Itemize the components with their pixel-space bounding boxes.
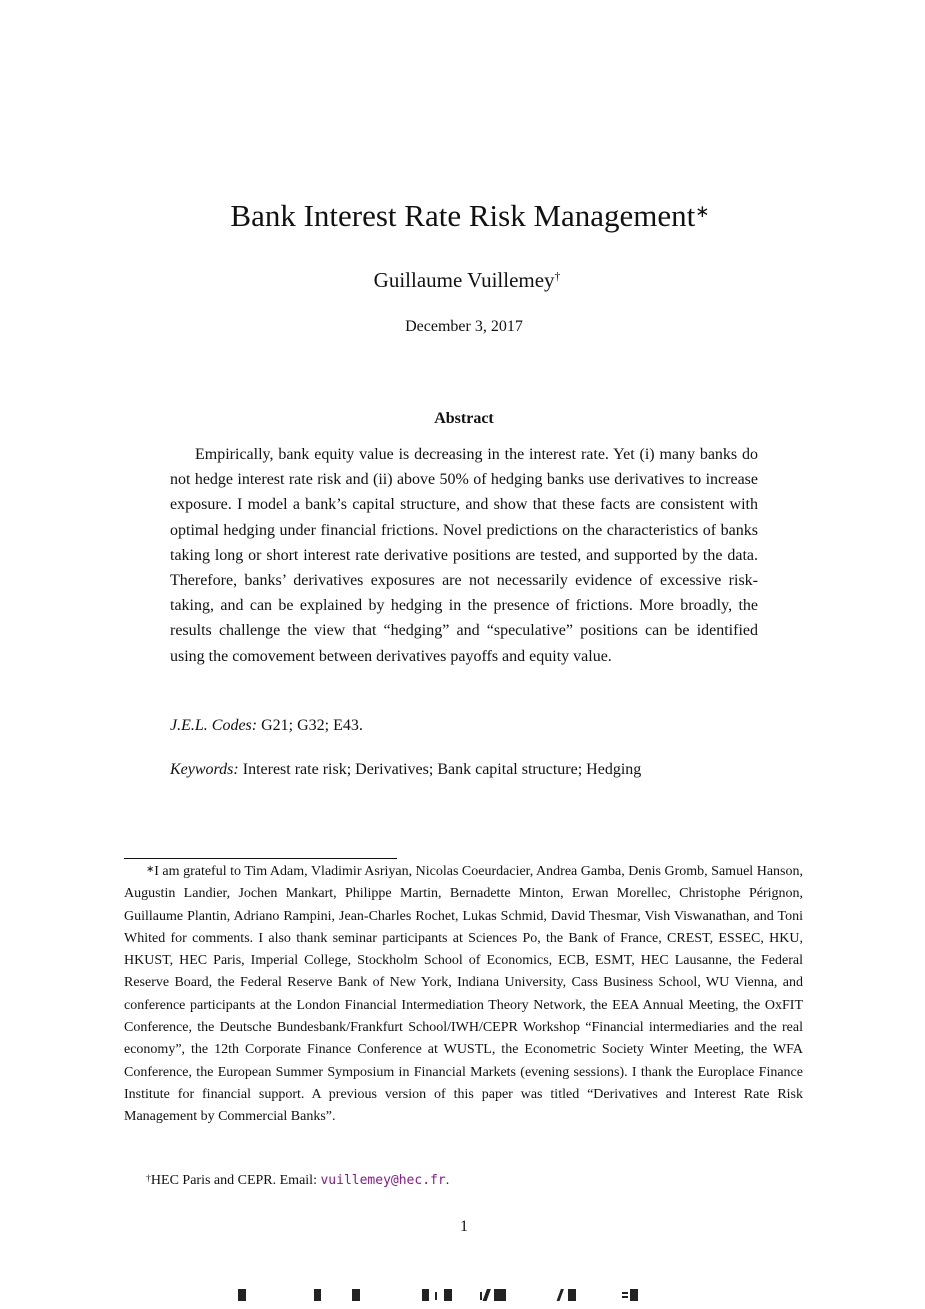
author-name — [0, 266, 925, 294]
footnote-text-2: HEC Paris and CEPR. Email: — [150, 1173, 321, 1188]
download-watermark-image — [236, 1286, 656, 1304]
footnote-text-1: I am grateful to Tim Adam, Vladimir Asriyan, Nicolas Coeurdacier, Andrea Gamba, Denis Gromb, Samuel Hanson, Augustin Landier, Jochen Mankart, Philippe Martin, Bernadette Minton, Erwan Morellec, Christophe Pérignon, Guillaume Plantin, Adriano Rampini, Jean-Charles Rochet, Lukas Schmid, David Thesmar, Vish Viswanathan, and Toni Whited for comments. I also thank seminar participants at Sciences Po, the Bank of France, CREST, ESSEC, HKU, HKUST, HEC Paris, Imperial College, Stockholm School of Economics, ECB, ESMT, HEC Lausanne, the Federal Reserve Board, the Federal Reserve Bank of New York, Indiana University, Cass Business School, WU Vienna, and conference participants at the London Financial Intermediation Theory Network, the EEA Annual Meeting, the OxFIT Conference, the Deutsche Bundesbank/Frankfurt School/IWH/CEPR Workshop “Financial intermediaries and the real economy”, the 12th Corporate Finance Conference at WUSTL, the Econometric Society Winter Meeting, the WFA Conference, the European Summer Symposium in Financial Markets (evening sessions). I thank the Europlace Finance Institute for financial support. A previous version of this paper was titled “Derivatives and Interest Rate Risk Management by Commercial Banks”. — [124, 864, 803, 1125]
keywords-label: Keywords: — [170, 761, 239, 778]
footnote-end-2: . — [445, 1173, 450, 1188]
abstract-heading: Abstract — [434, 410, 494, 427]
footnote-rule — [124, 858, 397, 859]
paper-title — [0, 196, 925, 236]
paper-title-text: Bank Interest Rate Risk Management — [230, 198, 696, 233]
keywords — [170, 759, 641, 781]
title-footnote-mark: ∗ — [695, 201, 710, 221]
paper-date: December 3, 2017 — [405, 318, 523, 335]
jel-codes — [170, 715, 363, 737]
jel-value: G21; G32; E43. — [261, 717, 363, 734]
jel-label: J.E.L. Codes: — [170, 717, 258, 734]
page-number: 1 — [460, 1218, 468, 1235]
keywords-value: Interest rate risk; Derivatives; Bank capital structure; Hedging — [242, 761, 642, 778]
footnote-mark-1: ∗ — [146, 864, 155, 876]
abstract-text: Empirically, bank equity value is decreasing in the interest rate. Yet (i) many banks do not hedge interest rate risk and (ii) above 50% of hedging banks use derivatives to increase exposure. I model a bank’s capital structure, and show that these facts are consistent with optimal hedging under financial frictions. Novel predictions on the characteristics of banks taking long or short interest rate derivative positions are tested, and supported by the data. Therefore, banks’ derivatives exposures are not necessarily evidence of excessive risk-taking, and can be explained by hedging in the presence of frictions. More broadly, the results challenge the view that “hedging” and “speculative” positions can be identified using the comovement between derivatives payoffs and equity value. — [170, 446, 758, 665]
footnote-mark-2: † — [146, 1173, 151, 1185]
author-footnote-mark: † — [554, 271, 561, 284]
author-name-text: Guillaume Vuillemey — [373, 268, 555, 292]
author-email-link[interactable]: vuillemey@hec.fr — [320, 1173, 446, 1188]
footnote-acknowledgements — [124, 861, 803, 1129]
footnote-affiliation — [124, 1170, 803, 1192]
